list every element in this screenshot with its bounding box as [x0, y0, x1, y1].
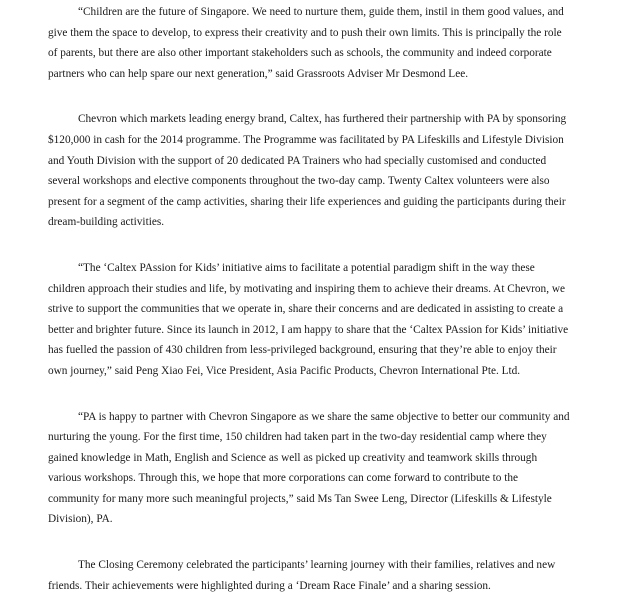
paragraph-closing-ceremony: The Closing Ceremony celebrated the participants’ learning journey with their families, relatives and new friends. Their achievements were highlighted during a ‘Dream Race Finale’ and a sharing session.: [48, 559, 556, 592]
paragraph-caltex-passion-quote: “The ‘Caltex PAssion for Kids’ initiative aims to facilitate a potential paradigm shift in the way these children approach their studies and life, by motivating and inspiring them to achieve their dreams. At Chevron, we strive to support the communities that we operate in, share their concerns and are dedicated in assisting to create a better and brighter future. Since its launch in 2012, I am happy to share that the ‘Caltex PAssion for Kids’ initiative has fuelled the passion of 430 children from less-privileged background, ensuring that they’re able to enjoy their own journey,” said Peng Xiao Fei, Vice President, Asia Pacific Products, Chevron International Pte. Ltd.: [48, 261, 569, 377]
paragraph-desmond-lee-quote: “Children are the future of Singapore. We need to nurture them, guide them, instil in them good values, and give them the space to develop, to express their creativity and to push their own limits. This is principally the role of parents, but there are also other important stakeholders such as schools, the community and indeed corporate partners who can help spare our next generation,” said Grassroots Adviser Mr Desmond Lee.: [48, 6, 564, 80]
paragraph-pa-partnership-quote: “PA is happy to partner with Chevron Singapore as we share the same objective to better our community and nurturing the young. For the first time, 150 children had taken part in the two-day residential camp where they gained knowledge in Math, English and Science as well as picked up creativity and teamwork skills through various workshops. Through this, we hope that more corporations can come forward to contribute to the community for many more such meaningful projects,” said Ms Tan Swee Leng, Director (Lifeskills & Lifestyle Division), PA.: [48, 410, 570, 526]
paragraph-chevron-sponsorship: Chevron which markets leading energy brand, Caltex, has furthered their partnership with PA by sponsoring $120,000 in cash for the 2014 programme. The Programme was facilitated by PA Lifeskills and Lifestyle Division and Youth Division with the support of 20 dedicated PA Trainers who had specially customised and conducted several workshops and elective components throughout the two-day camp. Twenty Caltex volunteers were also present for a segment of the camp activities, sharing their life experiences and guiding the participants during their dream-building activities.: [48, 113, 567, 229]
